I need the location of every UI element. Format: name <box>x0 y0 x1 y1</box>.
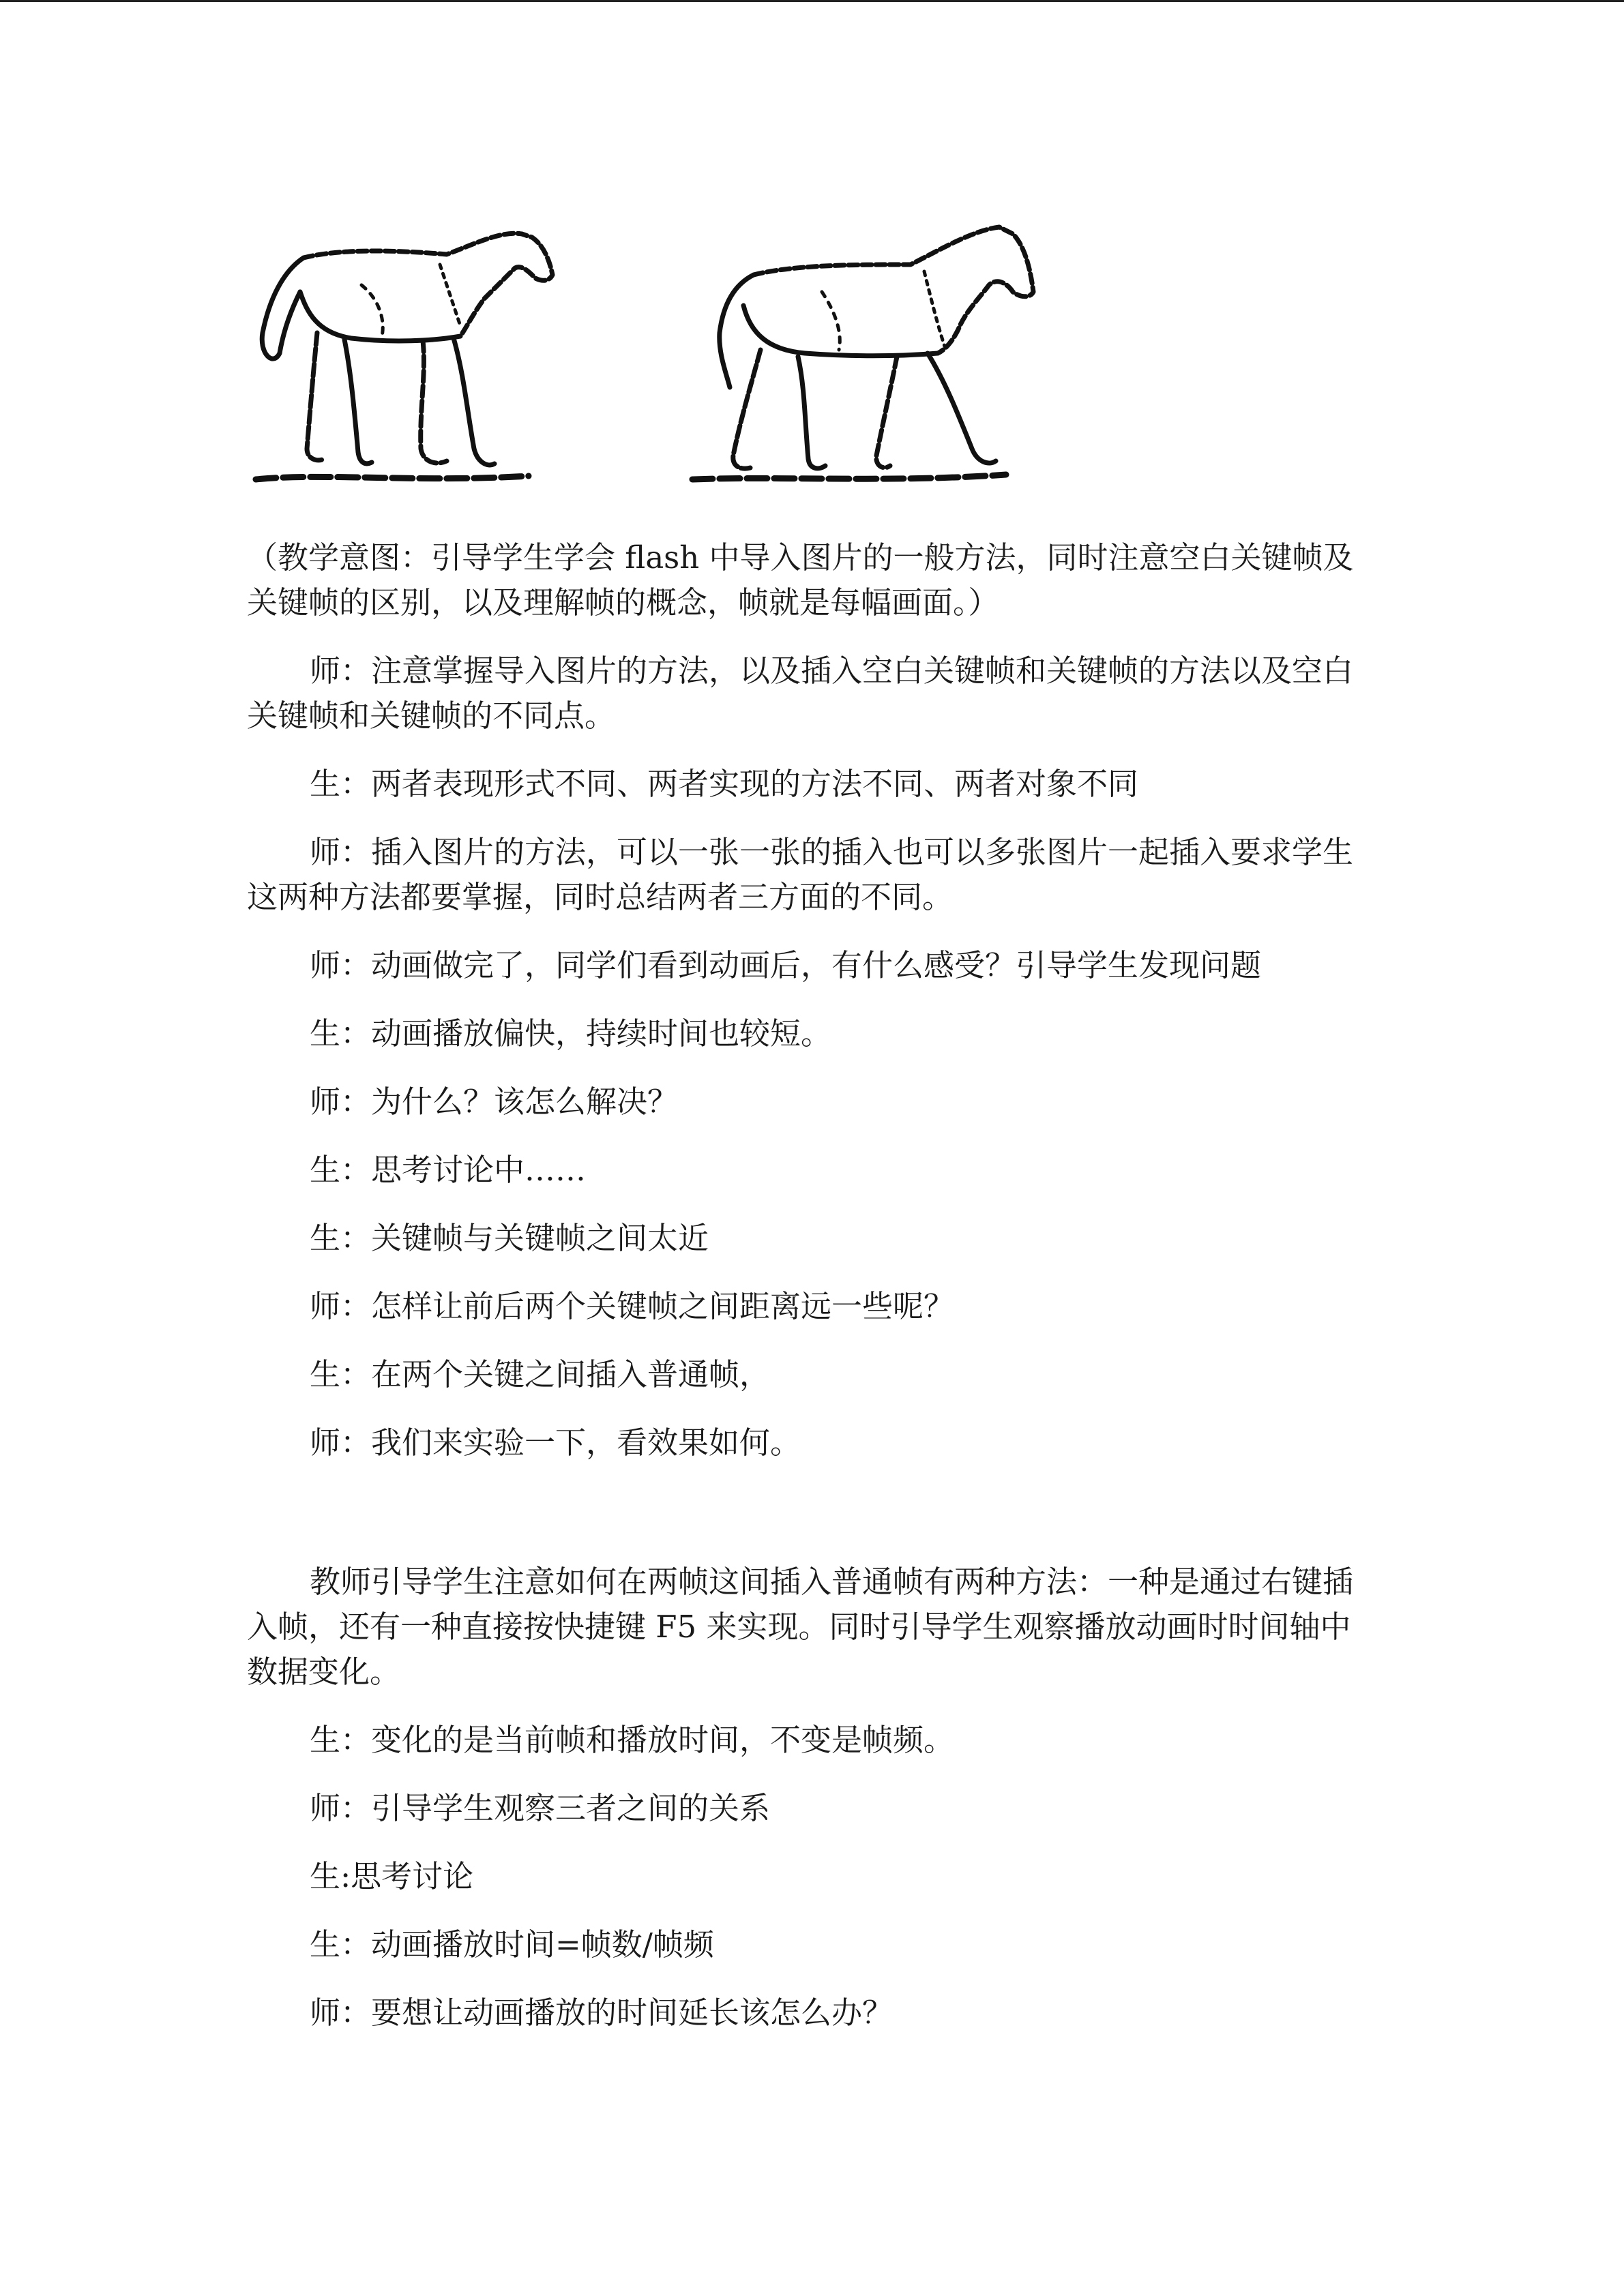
paragraph-teacher-7: 师：引导学生观察三者之间的关系 <box>310 1790 771 1826</box>
paragraph-teacher-3: 师：动画做完了，同学们看到动画后，有什么感受？引导学生发现问题 <box>310 947 1262 983</box>
paragraph-teacher-1: 师：注意掌握导入图片的方法，以及插入空白关键帧和关键帧的方法以及空白关键帧和关键帧的不同点。 <box>247 653 1354 734</box>
paragraph-teacher-8: 师：要想让动画播放的时间延长该怎么办？ <box>310 1995 894 2031</box>
horse-illustration <box>242 217 1067 486</box>
horse-sketches-figure <box>242 217 1067 486</box>
paragraph-student-6: 生：变化的是当前帧和播放时间，不变是帧频。 <box>310 1722 955 1758</box>
paragraph-teacher-6: 师：我们来实验一下，看效果如何。 <box>310 1425 801 1461</box>
paragraph-teacher-5: 师：怎样让前后两个关键帧之间距离远一些呢？ <box>310 1288 955 1324</box>
paragraph-student-5: 生：在两个关键之间插入普通帧， <box>310 1356 771 1392</box>
horse-1-sketch <box>256 233 552 479</box>
horse-2-sketch <box>692 227 1033 479</box>
document-body <box>247 535 1379 2036</box>
paragraph-teacher-2: 师：插入图片的方法，可以一张一张的插入也可以多张图片一起插入要求学生这两种方法都要掌握，同时总结两者三方面的不同。 <box>247 834 1354 915</box>
paragraph-teaching-intent: （教学意图：引导学生学会 flash 中导入图片的一般方法，同时注意空白关键帧及关键帧的区别，以及理解帧的概念，帧就是每幅画面。） <box>247 539 1354 621</box>
paragraph-teacher-guide: 教师引导学生注意如何在两帧这间插入普通帧有两种方法：一种是通过右键插入帧，还有一种直接按快捷键 F5 来实现。同时引导学生观察播放动画时时间轴中数据变化。 <box>247 1564 1354 1690</box>
paragraph-student-4: 生：关键帧与关键帧之间太近 <box>310 1220 709 1256</box>
paragraph-student-8: 生：动画播放时间=帧数/帧频 <box>310 1926 714 1963</box>
page-top-border <box>0 0 1624 2</box>
paragraph-student-2: 生：动画播放偏快，持续时间也较短。 <box>310 1015 832 1052</box>
paragraph-student-7: 生:思考讨论 <box>310 1858 474 1894</box>
paragraph-teacher-4: 师：为什么？该怎么解决？ <box>310 1084 679 1120</box>
paragraph-student-3: 生：思考讨论中…… <box>310 1152 587 1188</box>
paragraph-student-1: 生：两者表现形式不同、两者实现的方法不同、两者对象不同 <box>310 766 1139 802</box>
